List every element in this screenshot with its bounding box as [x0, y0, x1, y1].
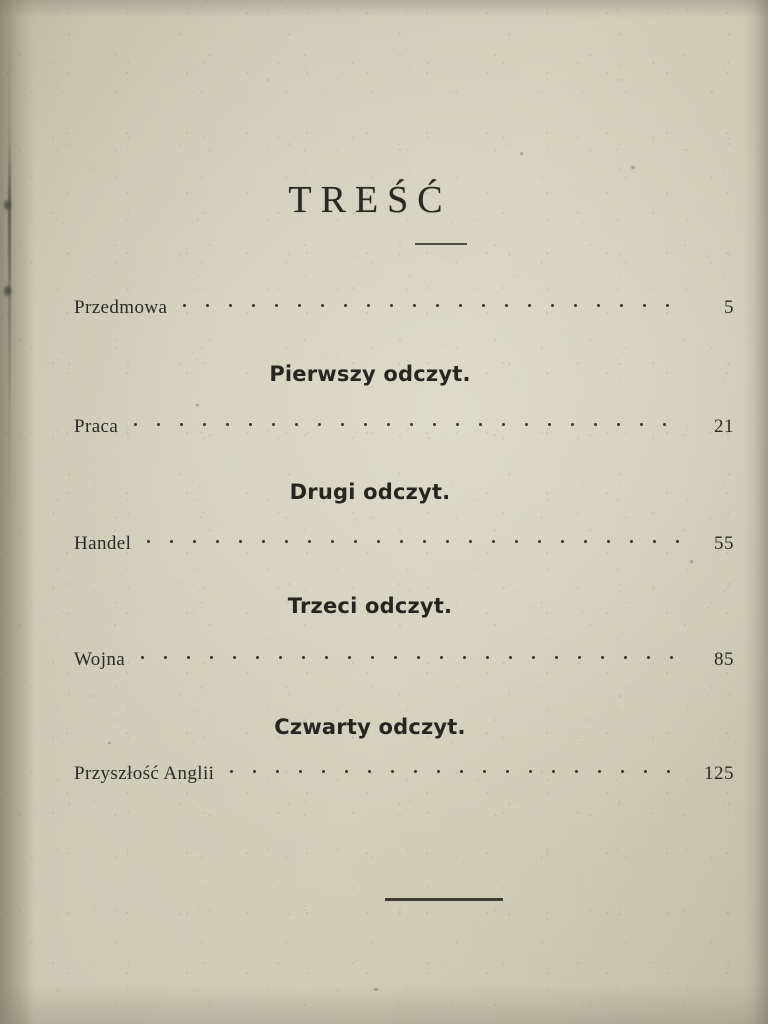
toc-entry-page: 125	[704, 763, 734, 784]
toc-entry-page: 55	[714, 533, 734, 554]
title-divider	[415, 243, 467, 245]
page-right-shadow	[742, 0, 768, 1024]
binding-gutter	[0, 0, 34, 1024]
toc-entry-page: 5	[724, 297, 734, 318]
binding-mark-upper	[4, 200, 11, 210]
binding-crease	[8, 0, 11, 1024]
toc-entry-page: 21	[714, 416, 734, 437]
dot-leader	[124, 413, 680, 432]
toc-entry-label: Przedmowa	[74, 297, 168, 318]
toc-entry-przyszlosc-anglii[interactable]	[74, 760, 734, 785]
bottom-divider	[385, 898, 503, 901]
toc-entry-label: Handel	[74, 533, 132, 554]
toc-entry-handel[interactable]	[74, 530, 734, 555]
toc-entry-praca[interactable]	[74, 413, 734, 438]
toc-entry-label: Przyszłość Anglii	[74, 763, 215, 784]
section-heading-czwarty-odczyt: Czwarty odczyt.	[274, 715, 466, 739]
section-heading-trzeci-odczyt: Trzeci odczyt.	[287, 594, 453, 618]
toc-entry-page: 85	[714, 649, 734, 670]
dot-leader	[173, 294, 680, 313]
toc-entry-label: Praca	[74, 416, 119, 437]
page-title: TREŚĆ	[288, 179, 452, 221]
toc-entry-przedmowa[interactable]	[74, 294, 734, 319]
section-heading-pierwszy-odczyt: Pierwszy odczyt.	[269, 362, 471, 386]
binding-mark-lower	[4, 286, 11, 296]
dot-leader	[220, 760, 680, 779]
section-heading-drugi-odczyt: Drugi odczyt.	[289, 480, 451, 504]
toc-entry-label: Wojna	[74, 649, 126, 670]
toc-entry-wojna[interactable]	[74, 646, 734, 671]
dot-leader	[137, 530, 680, 549]
page-content	[60, 0, 734, 1024]
dot-leader	[131, 646, 680, 665]
